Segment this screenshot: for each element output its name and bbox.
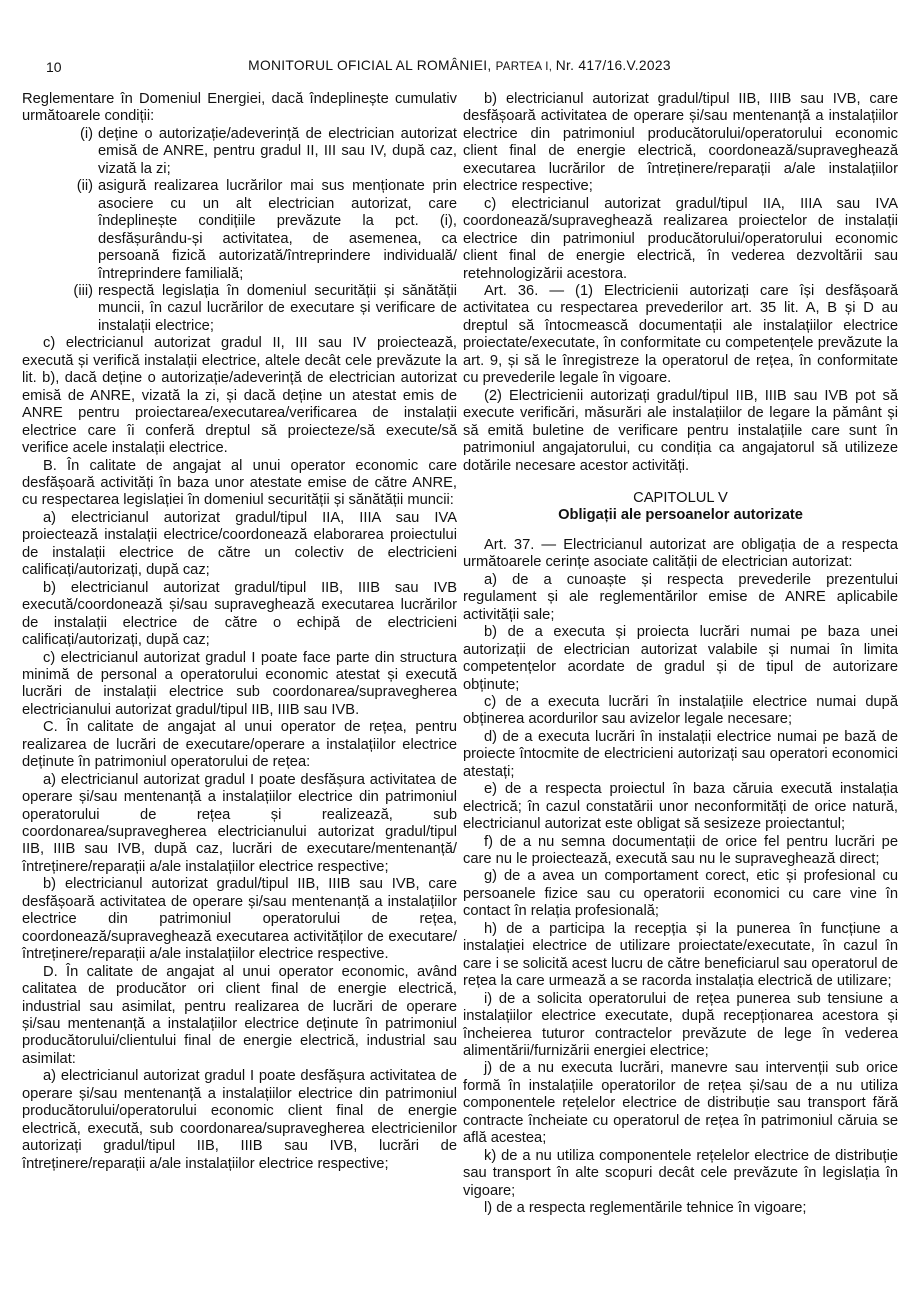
chapter-number: CAPITOLUL V xyxy=(633,489,728,506)
paragraph: b) electricianul autorizat gradul/tipul IIB, IIIB sau IVB, care desfășoară activitatea de operare și/sau mentenanță a instalațiilor electrice din patrimoniul producătorului/operatorului economic client final de energie electrică, coordonează/supraveghează executarea lucrărilor de întreținere/reparații a/ale instalațiilor electrice respective; xyxy=(463,91,898,195)
list-item xyxy=(22,126,457,178)
paragraph: i) de a solicita operatorului de rețea punerea sub tensiune a instalațiilor electrice executate, după recepționarea acestora și încheierea tuturor contractelor prevăzute de lege în vederea alimentării/furnizării energiei electrice; xyxy=(463,990,898,1060)
paragraph: b) electricianul autorizat gradul/tipul IIB, IIIB sau IVB, care desfășoară activitatea de operare și/sau mentenanță a instalațiilor electrice din patrimoniul operatorului de rețea, coordonează/supraveghează executarea activităților de executare/întreținere/reparații a/ale instalațiilor electrice respective. xyxy=(22,876,457,963)
list-item-text: deține o autorizație/adeverință de electrician autorizat emisă de ANRE, pentru gradul II, III sau IV, după caz, vizată la zi; xyxy=(98,125,457,177)
paragraph: e) de a respecta proiectul în baza căruia execută instalația electrică; în cazul constatării unor neconformități de orice natură, electricianul autorizat este obligat să sesizeze proiectantul; xyxy=(463,781,898,833)
list-marker: (ii) xyxy=(76,178,93,195)
left-column xyxy=(22,91,457,1218)
chapter-title: Obligații ale persoanelor autorizate xyxy=(558,507,803,524)
running-title-part: PARTEA I, xyxy=(495,61,556,73)
paragraph: C. În calitate de angajat al unui operator de rețea, pentru realizarea de lucrări de executare/operare a instalațiilor electrice deținute în patrimoniul operatorului de rețea: xyxy=(22,719,457,771)
list-marker: (iii) xyxy=(73,282,93,299)
list-marker: (i) xyxy=(79,125,93,142)
paragraph: B. În calitate de angajat al unui operator economic care desfășoară activități în baza unor atestate emise de către ANRE, cu respectarea legislației în domeniul securității și sănătății muncii: xyxy=(22,457,457,509)
list-item-text: respectă legislația în domeniul securității și sănătății muncii, în cazul lucrărilor de executare și verificare de instalații electrice; xyxy=(98,282,457,334)
paragraph: Art. 37. — Electricianul autorizat are obligația de a respecta următoarele cerințe asociate calității de electrician autorizat: xyxy=(463,536,898,571)
paragraph: c) electricianul autorizat gradul I poate face parte din structura minimă de personal a operatorului economic atestat și execută lucrări de instalații electrice sub coordonarea/supravegherea electricianului autorizat gradul/tipul IIB, IIIB sau IVB. xyxy=(22,649,457,718)
paragraph: f) de a nu semna documentații de orice fel pentru lucrări pe care nu le proiectează, execută sau nu le supraveghează direct; xyxy=(463,833,898,868)
right-column xyxy=(463,91,898,1218)
list-item-text: asigură realizarea lucrărilor mai sus menționate prin asociere cu un alt electrician autorizat, care îndeplinește condițiile prevăzute la pct. (i), desfășurându-și activitatea, de asemenea, ca persoană fizică autorizată/întreprindere individuală/întreprindere familială; xyxy=(98,178,457,282)
paragraph: a) electricianul autorizat gradul I poate desfășura activitatea de operare și/sau mentenanță a instalațiilor electrice din patrimoniul producătorului/operatorului economic client final de energie electrică, execută, sub coordonarea/supravegherea electricienilor autorizați gradul/tipul IIB, IIIB sau IVB, lucrări de întreținere/reparații a/ale instalațiilor electrice respective; xyxy=(22,1068,457,1172)
chapter-heading xyxy=(463,490,898,525)
list-item xyxy=(22,283,457,335)
list-item xyxy=(22,178,457,283)
paragraph: Art. 36. — (1) Electricienii autorizați care își desfășoară activitatea cu respectarea prevederilor art. 35 lit. A, B și D au dreptul să întocmească documentații ale instalațiilor electrice proiectate/executate, în conformitate cu competențele prevăzute la art. 9, și să le înregistreze la operatorul de rețea, în conformitate cu prevederile legale în vigoare. xyxy=(463,282,898,387)
paragraph: d) de a executa lucrări în instalații electrice numai pe bază de proiecte întocmite de electricieni autorizați sau operatori economici atestați; xyxy=(463,728,898,780)
paragraph: a) electricianul autorizat gradul/tipul IIA, IIIA sau IVA proiectează instalații electrice/coordonează elaborarea proiectului de instalații electrice de către un colectiv de electricieni calificați/autorizați, după caz; xyxy=(22,509,457,579)
running-title-issue: Nr. 417/16.V.2023 xyxy=(555,58,671,73)
paragraph: b) electricianul autorizat gradul/tipul IIB, IIIB sau IVB execută/coordonează și/sau supraveghează executarea lucrărilor de instalații electrice de către o echipă de electricieni calificați/autorizați, după caz; xyxy=(22,579,457,649)
paragraph: (2) Electricienii autorizați gradul/tipul IIB, IIIB sau IVB pot să execute verificări, măsurări ale instalațiilor de legare la pământ și să emită buletine de verificare pentru instalațiile care sunt în patrimoniul angajatorului, cu condiția ca angajatorul să utilizeze dotările necesare acestor activități. xyxy=(463,387,898,474)
paragraph: c) de a executa lucrări în instalațiile electrice numai după obținerea acordurilor sau avizelor legale necesare; xyxy=(463,693,898,728)
page-number: 10 xyxy=(46,59,62,75)
paragraph: b) de a executa și proiecta lucrări numai pe baza unei autorizații de electrician autorizat valabile și numai în limita competențelor acordate de gradul și de tipul de autorizare obținute; xyxy=(463,624,898,693)
paragraph: l) de a respecta reglementările tehnice în vigoare; xyxy=(484,1200,807,1217)
two-column-body xyxy=(22,91,898,1218)
paragraph: h) de a participa la recepția și la punerea în funcțiune a instalației electrice de utilizare proiectate/executate, în cazul în care i se solicită acest lucru de către beneficiarul sau operatorul de rețea la care urmează a se racorda instalația electrică de utilizare; xyxy=(463,920,898,990)
paragraph: D. În calitate de angajat al unui operator economic, având calitatea de producător ori client final de energie electrică, industrial sau asimilat, pentru realizarea de lucrări de operare și/sau mentenanță a instalațiilor electrice deținute în patrimoniul producătorului/clientului final de energie electrică, industrial sau asimilat: xyxy=(22,963,457,1067)
running-title xyxy=(0,58,919,73)
paragraph: c) electricianul autorizat gradul/tipul IIA, IIIA sau IVA coordonează/supraveghează realizarea proiectelor de instalații electrice din patrimoniul producătorului/operatorului economic client final de energie electrică, în vederea dezvoltării sau retehnologizării acestora. xyxy=(463,195,898,282)
running-title-main: MONITORUL OFICIAL AL ROMÂNIEI, xyxy=(248,58,496,73)
paragraph: c) electricianul autorizat gradul II, III sau IV proiectează, execută și verifică instalații electrice, altele decât cele prevăzute la lit. b), dacă deține o autorizație/adeverință de electrician autorizat emisă de ANRE, vizată la zi, și dacă deține un atestat emis de ANRE pentru proiectarea/executarea/verificarea de instalații electrice care îi conferă dreptul să proiecteze/să execute/să verifice acele instalații electrice. xyxy=(22,335,457,457)
paragraph: a) electricianul autorizat gradul I poate desfășura activitatea de operare și/sau mentenanță a instalațiilor electrice din patrimoniul operatorului de rețea și realizează, sub coordonarea/supravegherea electricianului autorizat gradul/tipul IIB, IIIB sau IVB, după caz, lucrări de executare/mentenanță/întreținere/reparații a/ale instalațiilor electrice respective; xyxy=(22,771,457,875)
paragraph: g) de a avea un comportament corect, etic și profesional cu persoanele fizice sau cu operatorii economici cu care vine în contact în relația profesională; xyxy=(463,868,898,920)
paragraph: j) de a nu executa lucrări, manevre sau intervenții sub orice formă în instalațiile operatorilor de rețea și/sau de a nu utiliza componentele rețelelor electrice de distribuție sau transport fără contracte încheiate cu operatorul de rețea în patrimoniul căruia se află acestea; xyxy=(463,1060,898,1147)
page-header xyxy=(0,58,919,76)
paragraph: k) de a nu utiliza componentele rețelelor electrice de distribuție sau transport în alte scopuri decât cele prevăzute în legislația în vigoare; xyxy=(463,1147,898,1199)
paragraph: Reglementare în Domeniul Energiei, dacă îndeplinește cumulativ următoarele condiții: xyxy=(22,91,457,125)
paragraph: a) de a cunoaște și respecta prevederile prezentului regulament și ale reglementărilor emise de ANRE aplicabile activității sale; xyxy=(463,571,898,623)
